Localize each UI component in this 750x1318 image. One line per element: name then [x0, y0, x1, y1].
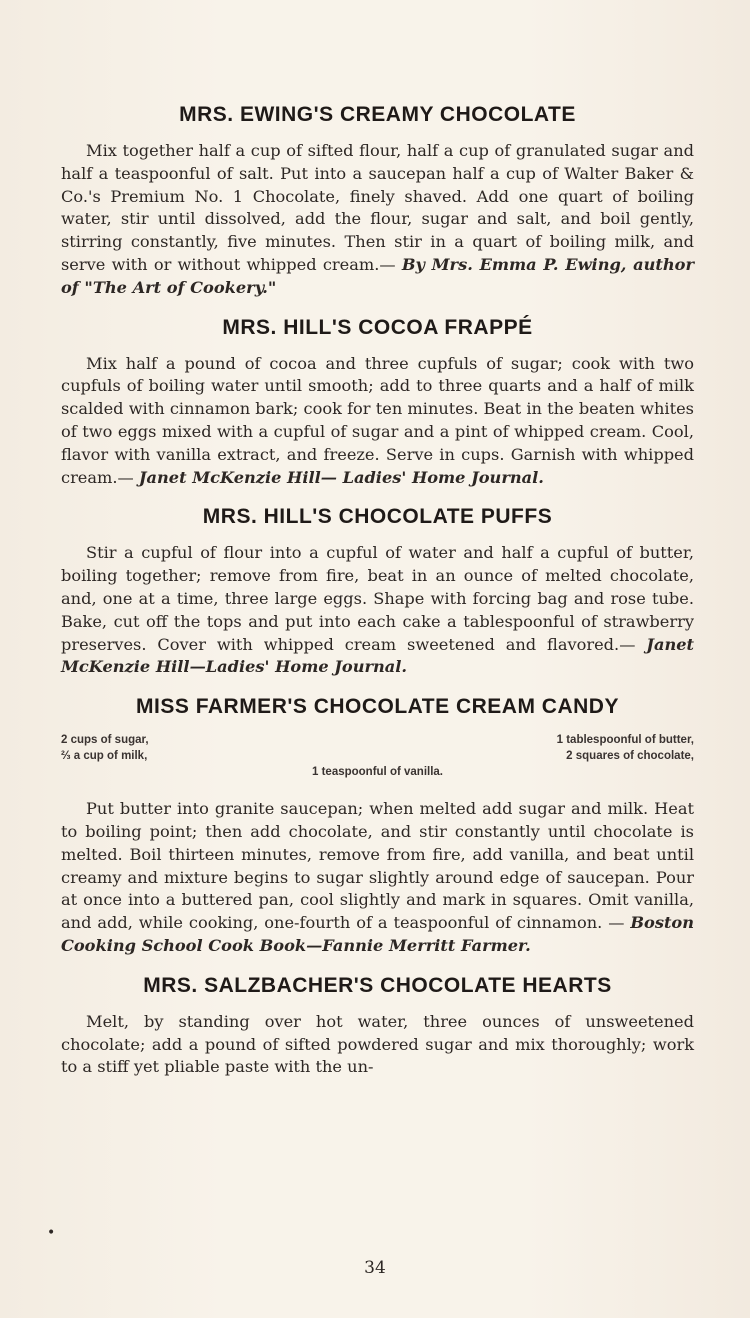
ingredient-list — [61, 732, 694, 780]
ingredient-row — [61, 748, 694, 764]
ingredient-item: 2 squares of chocolate, — [566, 750, 694, 763]
recipe-credit: By Mrs. Emma P. Ewing, author of "The Art of Cookery." — [61, 254, 694, 297]
ingredient-item: 2 cups of sugar, — [61, 734, 149, 747]
recipe-farmer-chocolate-cream-candy — [61, 692, 694, 958]
recipe-credit: Janet McKenzie Hill— Ladies' Home Journal. — [138, 467, 544, 487]
recipe-heading: MRS. EWING'S CREAMY CHOCOLATE — [179, 103, 576, 126]
ingredient-item: ⅔ a cup of milk, — [61, 750, 148, 763]
recipe-instructions: Melt, by standing over hot water, three ounces of unsweetened chocolate; add a pound of sifted powdered sugar and mix thoroughly; work to a stiff yet pliable paste with the un- — [61, 1011, 694, 1077]
recipe-salzbacher-chocolate-hearts — [61, 971, 694, 1079]
recipe-credit: Janet McKenzie Hill—Ladies' Home Journal. — [61, 634, 694, 677]
recipe-instructions: Mix half a pound of cocoa and three cupfuls of sugar; cook with two cupfuls of boiling water until smooth; add to three quarts and a half of milk scalded with cinnamon bark; cook for ten minutes. Beat in the beaten whites of two eggs mixed with a cupful of sugar and a pint of whipped cream. Cool, flavor with vanilla extract, and freeze. Serve in cups. Garnish with whipped cream.— — [61, 353, 694, 487]
recipe-heading: MISS FARMER'S CHOCOLATE CREAM CANDY — [136, 695, 619, 719]
page-number: 34 — [364, 1258, 386, 1278]
recipe-credit: Boston Cooking School Cook Book—Fannie Merritt Farmer. — [61, 913, 694, 955]
ingredient-row — [61, 732, 694, 748]
recipe-body — [61, 542, 694, 679]
text-column — [61, 100, 694, 1092]
ingredient-item: 1 tablespoonful of butter, — [556, 734, 694, 747]
recipe-instructions: Put butter into granite saucepan; when melted add sugar and milk. Heat to boiling point; then add chocolate, and stir constantly until chocolate is melted. Boil thirteen minutes, remove from fire, add vanilla, and beat until creamy and mixture begins to sugar slightly around edge of saucepan. Pour at once into a buttered pan, cool slightly and mark in squares. Omit vanilla, and add, while cooking, one-fourth of a teaspoonful of cinnamon. — — [61, 799, 694, 933]
margin-bullet: • — [47, 1225, 56, 1241]
recipe-body — [61, 1011, 694, 1079]
ingredient-item: 1 teaspoonful of vanilla. — [312, 766, 443, 779]
recipe-instructions: Stir a cupful of flour into a cupful of water and half a cupful of butter, boiling together; remove from fire, beat in an ounce of melted chocolate, and, one at a time, three large eggs. Shape with forcing bag and rose tube. Bake, cut off the tops and put into each cake a tablespoonful of strawberry preserves. Cover with whipped cream sweetened and flavored.— — [61, 543, 694, 654]
recipe-ewing-creamy-chocolate — [61, 100, 694, 300]
recipe-heading: MRS. HILL'S CHOCOLATE PUFFS — [202, 505, 553, 529]
recipe-heading: MRS. HILL'S COCOA FRAPPÉ — [222, 315, 533, 339]
recipe-hill-cocoa-frappe — [61, 313, 694, 490]
recipe-body — [61, 353, 694, 490]
recipe-body — [61, 140, 694, 300]
recipe-body — [61, 798, 694, 958]
recipe-instructions: Mix together half a cup of sifted flour, half a cup of granulated sugar and half a teaspoonful of salt. Put into a saucepan half a cup of Walter Baker & Co.'s Premium No. 1 Chocolate, finely shaved. Add one quart of boiling water, stir until dissolved, add the flour, sugar and salt, and boil gently, stirring constantly, five minutes. Then stir in a quart of boiling milk, and serve with or without whipped cream.— — [61, 141, 694, 274]
recipe-heading: MRS. SALZBACHER'S CHOCOLATE HEARTS — [143, 973, 612, 997]
recipe-hill-chocolate-puffs — [61, 502, 694, 679]
